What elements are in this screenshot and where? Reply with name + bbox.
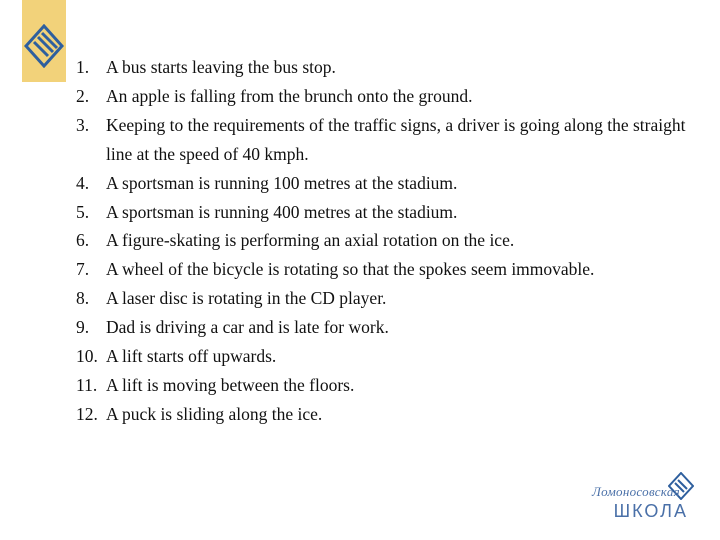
item-number: 4. xyxy=(76,172,90,193)
item-text: Dad is driving a car and is late for work. xyxy=(106,317,389,338)
list-item xyxy=(76,169,716,198)
item-text: A lift starts off upwards. xyxy=(106,346,277,367)
item-text: Keeping to the requirements of the traffic signs, a driver is going along the straight line at the speed of 40 kmph. xyxy=(106,114,686,164)
item-number: 6. xyxy=(76,230,90,251)
list-item xyxy=(76,226,716,255)
item-text: A wheel of the bicycle is rotating so that the spokes seem immovable. xyxy=(106,259,595,280)
numbered-list xyxy=(76,53,716,429)
list-item xyxy=(76,255,716,284)
item-number: 2. xyxy=(76,85,90,106)
item-number: 5. xyxy=(76,201,90,222)
list-item xyxy=(76,400,716,429)
item-text: A lift is moving between the floors. xyxy=(106,374,355,395)
item-text: A puck is sliding along the ice. xyxy=(106,403,323,424)
item-text: A laser disc is rotating in the CD player. xyxy=(106,288,387,309)
list-item xyxy=(76,82,716,111)
list-item xyxy=(76,371,716,400)
list-item xyxy=(76,53,716,82)
list-item xyxy=(76,313,716,342)
item-number: 9. xyxy=(76,317,90,338)
item-text: A sportsman is running 100 metres at the stadium. xyxy=(106,172,458,193)
item-number: 8. xyxy=(76,288,90,309)
item-text: A sportsman is running 400 metres at the stadium. xyxy=(106,201,458,222)
item-number: 11. xyxy=(76,374,98,395)
list-item xyxy=(76,111,716,169)
item-number: 12. xyxy=(76,403,98,424)
school-logo-icon xyxy=(24,24,64,68)
item-number: 10. xyxy=(76,346,98,367)
brand-line-1: Ломоносовская xyxy=(592,484,680,499)
item-text: An apple is falling from the brunch onto the ground. xyxy=(106,85,473,106)
item-number: 7. xyxy=(76,259,90,280)
brand-line-2: ШКОЛА xyxy=(613,501,688,521)
item-number: 3. xyxy=(76,114,90,135)
list-item xyxy=(76,198,716,227)
list-item xyxy=(76,284,716,313)
list-item xyxy=(76,342,716,371)
item-number: 1. xyxy=(76,57,90,77)
item-text: A figure-skating is performing an axial rotation on the ice. xyxy=(106,230,515,251)
brand-logo xyxy=(566,470,706,530)
item-text: A bus starts leaving the bus stop. xyxy=(106,57,336,77)
